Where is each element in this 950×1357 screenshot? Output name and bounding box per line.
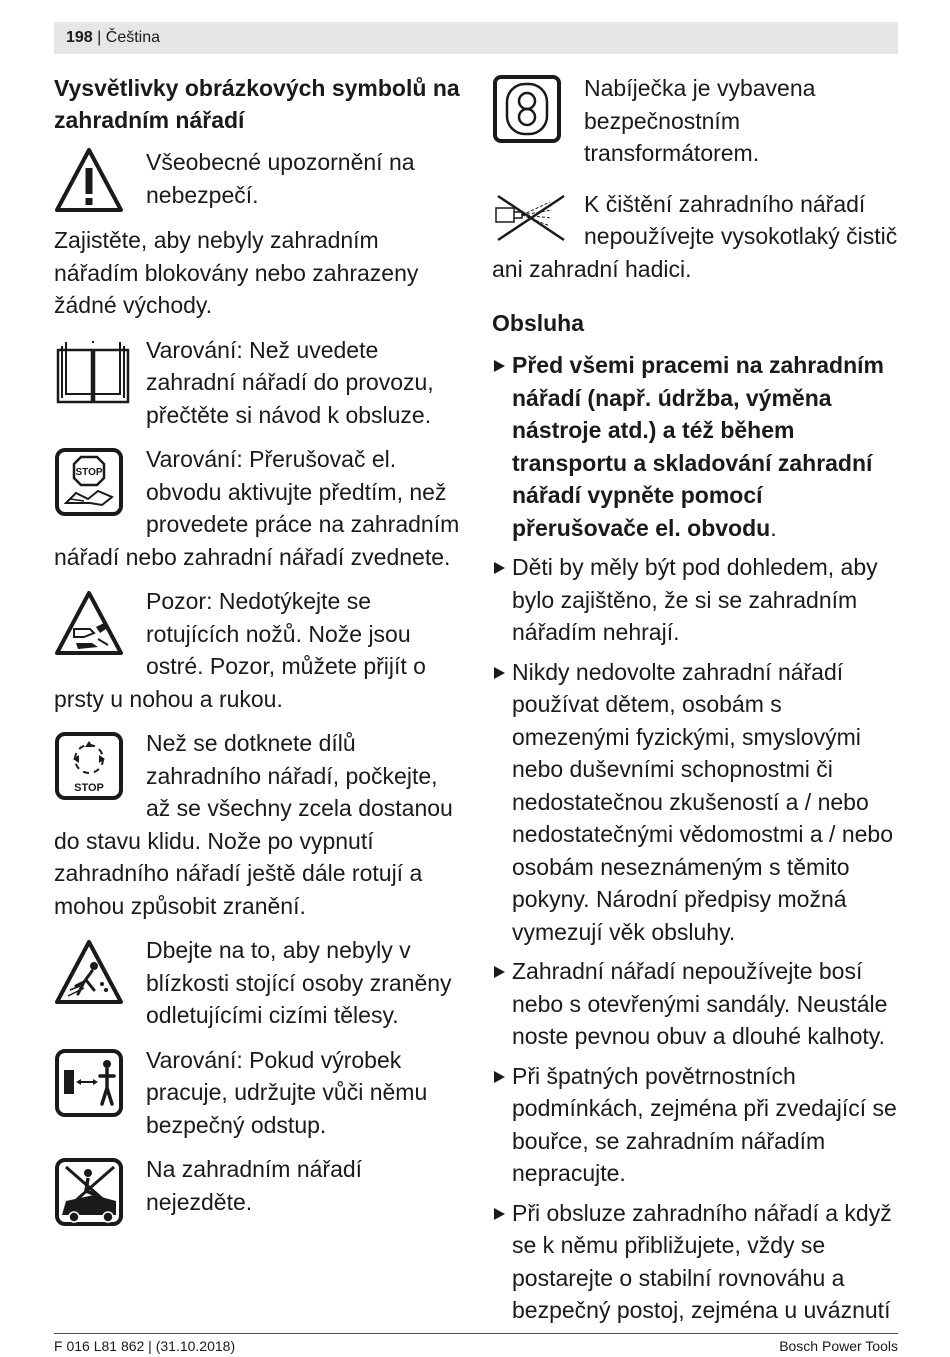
list-item bbox=[492, 955, 902, 1053]
bullet-triangle-icon bbox=[494, 966, 505, 978]
symbol-no-riding bbox=[54, 1153, 464, 1229]
no-riding-icon bbox=[54, 1157, 124, 1227]
list-item bbox=[492, 1060, 902, 1190]
bullet-triangle-icon bbox=[494, 562, 505, 574]
bullet-triangle-icon bbox=[494, 1208, 505, 1220]
symbol-thrown-objects bbox=[54, 934, 464, 1032]
list-item bbox=[492, 551, 902, 649]
svg-text:STOP: STOP bbox=[75, 467, 103, 478]
symbol-text: K čištění zahradního nářadí nepoužívejte vysokotlaký čistič ani zahradní hadici. bbox=[492, 190, 898, 282]
symbol-text: Varování: Přerušovač el. obvodu aktivujte předtím, než provedete práce na zahradním nářadí nebo zahradní nářadí zvednete. bbox=[54, 446, 460, 570]
symbol-rotating-blades bbox=[54, 585, 464, 715]
list-item bbox=[492, 656, 902, 949]
bullet-triangle-icon bbox=[494, 667, 505, 679]
thrown-objects-icon bbox=[54, 938, 124, 1008]
safety-transformer-icon bbox=[492, 74, 562, 144]
list-item-text: Děti by měly být pod dohledem, aby bylo zajištěno, že si se zahradním nářadím nehrají. bbox=[512, 554, 878, 645]
no-pressure-washer-icon bbox=[492, 190, 570, 246]
list-item-text: Při obsluze zahradního nářadí a když se k němu přibližujete, vždy se postarejte o stabilní rovnováhu a bezpečný postoj, zejména u uváznutí bbox=[512, 1199, 892, 1323]
symbol-safety-transformer bbox=[492, 72, 902, 170]
right-column bbox=[492, 72, 902, 1334]
list-item-text: Před všemi pracemi na zahradním nářadí (např. údržba, výměna nástroje atd.) a též během transportu a skladování zahradní nářadí vypněte pomocí přerušovače el. obvodu bbox=[512, 352, 884, 541]
symbol-text: Zajistěte, aby nebyly zahradním nářadím blokovány nebo zahrazeny žádné východy. bbox=[54, 227, 419, 318]
footer-divider bbox=[54, 1333, 898, 1334]
wait-stop-icon bbox=[54, 731, 124, 801]
header-language: Čeština bbox=[105, 29, 161, 46]
page-header bbox=[54, 22, 898, 54]
list-item-text: Nikdy nedovolte zahradní nářadí používat dětem, osobám s omezenými fyzickými, smyslovými nebo duševními schopnostmi či nedostatečnou zkušeností a / nebo nedostatečnými vědomostmi a / nebo osobám neseznámeným s těmito pokyny. Národní předpisy možná vymezují věk obsluhy. bbox=[512, 658, 893, 945]
page-number: 198 bbox=[66, 29, 93, 46]
instruction-list bbox=[492, 349, 902, 1327]
list-item-text: Zahradní nářadí nepoužívejte bosí nebo s otevřenými sandály. Neustále noste pevnou obuv a dlouhé kalhoty. bbox=[512, 958, 888, 1049]
left-column bbox=[54, 72, 464, 1241]
symbol-text: Varování: Pokud výrobek pracuje, udržujte vůči němu bezpečný odstup. bbox=[146, 1046, 428, 1138]
symbol-stop-key bbox=[54, 443, 464, 573]
symbol-exits-note bbox=[54, 224, 464, 322]
symbol-safe-distance bbox=[54, 1044, 464, 1142]
symbol-text: Nabíječka je vybavena bezpečnostním transformátorem. bbox=[584, 75, 816, 166]
symbol-text: Na zahradním nářadí nejezděte. bbox=[146, 1156, 363, 1215]
list-item-text: Při špatných povětrnostních podmínkách, zejména při zvedající se bouřce, se zahradním nářadím nepracujte. bbox=[512, 1062, 897, 1186]
symbol-text: Pozor: Nedotýkejte se rotujících nožů. Nože jsou ostré. Pozor, můžete přijít o prsty u nohou a rukou. bbox=[54, 588, 426, 712]
list-item-tail: . bbox=[770, 514, 777, 541]
symbol-text: Všeobecné upozornění na nebezpečí. bbox=[146, 149, 415, 208]
symbol-text: Dbejte na to, aby nebyly v blízkosti stojící osoby zraněny odletujícími cizími tělesy. bbox=[146, 937, 452, 1028]
section-heading-obsluha: Obsluha bbox=[492, 310, 585, 336]
symbol-text: Než se dotknete dílů zahradního nářadí, počkejte, až se všechny zcela dostanou do stavu klidu. Nože po vypnutí zahradního nářadí ještě dále rotují a mohou způsobit zranění. bbox=[54, 730, 453, 919]
bullet-triangle-icon bbox=[494, 1071, 505, 1083]
symbol-general-warning bbox=[54, 146, 464, 218]
symbol-read-manual bbox=[54, 334, 464, 432]
footer-doc-id: F 016 L81 862 | (31.10.2018) bbox=[54, 1338, 236, 1354]
rotating-blades-icon bbox=[54, 589, 124, 659]
list-item bbox=[492, 1197, 902, 1327]
safe-distance-icon bbox=[54, 1048, 124, 1118]
list-item bbox=[492, 349, 902, 544]
symbol-wait-stop bbox=[54, 727, 464, 922]
svg-text:STOP: STOP bbox=[74, 782, 104, 794]
stop-key-icon bbox=[54, 447, 124, 517]
symbol-text: Varování: Než uvedete zahradní nářadí do provozu, přečtěte si návod k obsluze. bbox=[146, 336, 434, 428]
symbols-heading: Vysvětlivky obrázkových symbolů na zahradním nářadí bbox=[54, 75, 460, 133]
symbol-no-pressure-washer bbox=[492, 188, 902, 286]
bullet-triangle-icon bbox=[494, 360, 505, 372]
header-separator: | bbox=[97, 29, 102, 46]
warning-triangle-icon bbox=[54, 146, 124, 216]
header-text bbox=[66, 28, 160, 48]
footer-brand: Bosch Power Tools bbox=[779, 1338, 898, 1354]
manual-book-icon bbox=[54, 338, 132, 408]
